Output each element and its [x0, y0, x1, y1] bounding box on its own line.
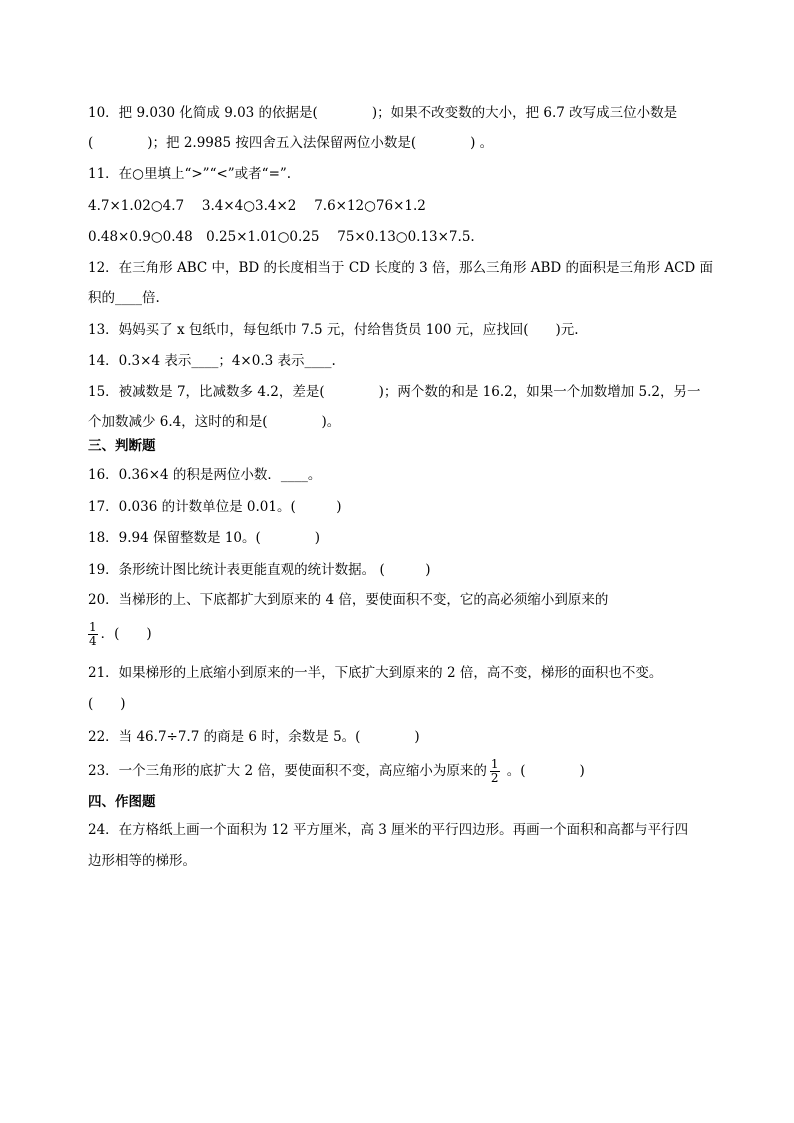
question-23-lead: 23．一个三角形的底扩大 2 倍，要使面积不变，高应缩小为原来的	[88, 763, 487, 779]
question-15-line-1: 15．被减数是 7，比减数多 4.2，差是( )；两个数的和是 16.2，如果一个加数增加 5.2，另一	[88, 384, 701, 400]
question-19: 19．条形统计图比统计表更能直观的统计数据。 ( )	[88, 562, 431, 578]
question-12-line-2: 积的____倍.	[88, 290, 160, 306]
section-4-title: 四、作图题	[88, 794, 156, 810]
question-23-tail: 。( )	[502, 763, 585, 779]
question-21-line-2: ( )	[88, 696, 126, 712]
question-21-line-1: 21．如果梯形的上底缩小到原来的一半，下底扩大到原来的 2 倍，高不变，梯形的面积也不变。	[88, 665, 663, 681]
question-11-row-2: 0.48×0.9○0.48 0.25×1.01○0.25 75×0.13○0.13×7.5.	[88, 229, 475, 245]
question-11-row-1: 4.7×1.02○4.7 3.4×4○3.4×2 7.6×12○76×1.2	[88, 198, 426, 214]
question-23	[88, 757, 714, 785]
question-16: 16．0.36×4 的积是两位小数．____。	[88, 467, 322, 483]
fraction-denominator: 4	[89, 634, 97, 648]
question-13: 13．妈妈买了 x 包纸巾，每包纸巾 7.5 元，付给售货员 100 元，应找回( )元.	[88, 322, 579, 338]
question-10-line-1: 10．把 9.030 化简成 9.03 的依据是( )；如果不改变数的大小，把 6.7 改写成三位小数是	[88, 105, 678, 121]
question-15-line-2: 个加数减少 6.4，这时的和是( )。	[88, 414, 341, 430]
question-12-line-1: 12．在三角形 ABC 中，BD 的长度相当于 CD 长度的 3 倍，那么三角形 ABD 的面积是三角形 ACD 面	[88, 260, 714, 276]
fraction-one-half	[490, 758, 500, 785]
fraction-numerator: 1	[490, 757, 499, 771]
fraction-denominator: 2	[490, 771, 499, 785]
question-20-tail: ．( )	[100, 626, 152, 642]
fraction-one-quarter	[88, 621, 98, 648]
section-3-title: 三、判断题	[88, 438, 156, 454]
question-20-line-1: 20．当梯形的上、下底都扩大到原来的 4 倍，要使面积不变，它的高必须缩小到原来的	[88, 592, 609, 608]
question-14: 14．0.3×4 表示____；4×0.3 表示____.	[88, 353, 336, 369]
question-24-line-2: 边形相等的梯形。	[88, 853, 196, 869]
question-20-line-2	[88, 620, 714, 648]
fraction-numerator: 1	[89, 620, 97, 634]
question-24-line-1: 24．在方格纸上画一个面积为 12 平方厘米，高 3 厘米的平行四边形。再画一个面积和高都与平行四	[88, 822, 689, 838]
question-11-prompt: 11．在○里填上“>”“<”或者“=”.	[88, 166, 292, 182]
question-22: 22．当 46.7÷7.7 的商是 6 时，余数是 5。( )	[88, 729, 420, 745]
question-17: 17．0.036 的计数单位是 0.01。( )	[88, 499, 342, 515]
question-18: 18．9.94 保留整数是 10。( )	[88, 530, 321, 546]
question-10-line-2: ( )；把 2.9985 按四舍五入法保留两位小数是( ) 。	[88, 135, 494, 151]
